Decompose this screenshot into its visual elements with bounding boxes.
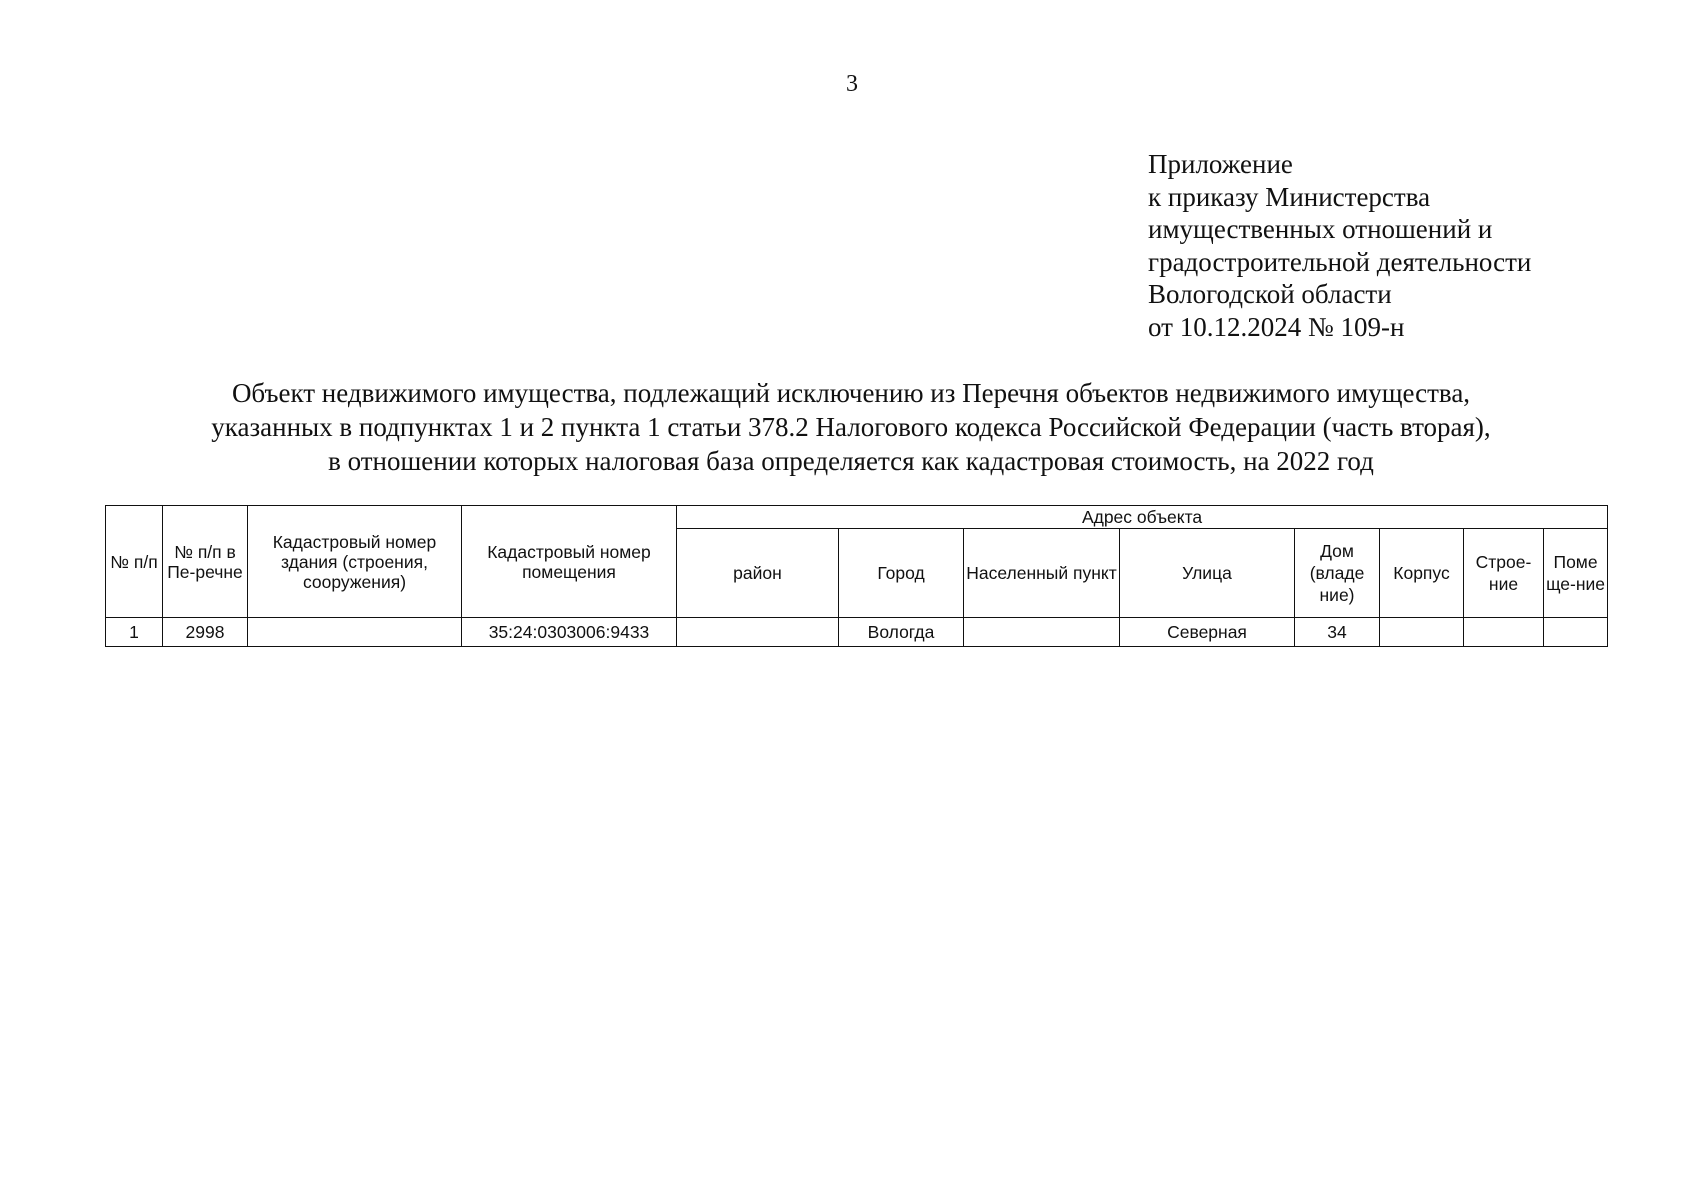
title-line: указанных в подпунктах 1 и 2 пункта 1 статьи 378.2 Налогового кодекса Российской Федерации (часть вторая), xyxy=(211,412,1491,442)
header-house: Дом (владе ние) xyxy=(1295,529,1380,618)
header-building-cadastral: Кадастровый номер здания (строения, сооружения) xyxy=(248,506,462,618)
page-number: 3 xyxy=(846,71,858,97)
header-district: район xyxy=(677,529,839,618)
appendix-line: Вологодской области xyxy=(1148,279,1392,309)
title-line: Объект недвижимого имущества, подлежащий исключению из Перечня объектов недвижимого имущества, xyxy=(231,378,1471,408)
table-row xyxy=(106,618,1608,647)
cell-block xyxy=(1380,618,1464,647)
header-address-group: Адрес объекта xyxy=(677,506,1608,529)
header-room: Поме ще-ние xyxy=(1544,529,1608,618)
objects-table xyxy=(105,505,1608,647)
cell-room xyxy=(1544,618,1608,647)
cell-district xyxy=(677,618,839,647)
header-premises-cadastral: Кадастровый номер помещения xyxy=(462,506,677,618)
document-title xyxy=(100,376,1602,478)
cell-street: Северная xyxy=(1120,618,1295,647)
title-line: в отношении которых налоговая база определяется как кадастровая стоимость, на 2022 год xyxy=(328,446,1374,476)
header-num: № п/п xyxy=(106,506,163,618)
appendix-line: от 10.12.2024 № 109-н xyxy=(1148,311,1405,342)
appendix-line: градостроительной деятельности xyxy=(1148,246,1532,277)
header-street: Улица xyxy=(1120,529,1295,618)
appendix-block xyxy=(1148,148,1531,343)
header-block: Корпус xyxy=(1380,529,1464,618)
cell-premises-cadastral: 35:24:0303006:9433 xyxy=(462,618,677,647)
header-structure: Строе-ние xyxy=(1464,529,1544,618)
cell-settlement xyxy=(964,618,1120,647)
header-settlement: Населенный пункт xyxy=(964,529,1120,618)
cell-num: 1 xyxy=(106,618,163,647)
header-city: Город xyxy=(839,529,964,618)
appendix-line: имущественных отношений и xyxy=(1148,214,1493,244)
cell-structure xyxy=(1464,618,1544,647)
cell-city: Вологда xyxy=(839,618,964,647)
header-list-num: № п/п в Пе-речне xyxy=(163,506,248,618)
cell-house: 34 xyxy=(1295,618,1380,647)
cell-list-num: 2998 xyxy=(163,618,248,647)
appendix-line: Приложение xyxy=(1148,149,1293,179)
appendix-line: к приказу Министерства xyxy=(1148,181,1431,212)
cell-building-cadastral xyxy=(248,618,462,647)
